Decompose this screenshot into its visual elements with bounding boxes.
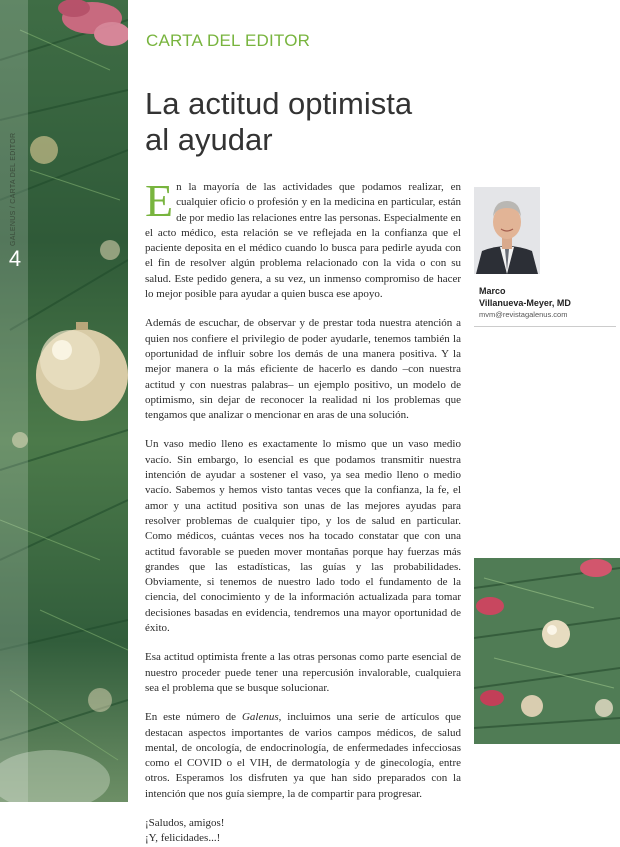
closing: [145, 816, 461, 847]
side-decorative-photo: [0, 0, 128, 802]
article-title: [145, 86, 475, 158]
decorative-tree-photo: [474, 558, 620, 744]
paragraph-3: Un vaso medio lleno es exactamente lo mismo que un vaso medio vacío. Sin embargo, lo esencial es que podamos transmitir nuestra intención de ayudar a sostener el vaso, ya sea medio lleno o medio vacío. Sabemos y hemos visto tantas veces que la confianza, la fe, el amor y una actitud positiva son unas de las mejores ayudas para resolver problemas de cualquier tipo, y los de salud en particular. Como médicos, cuántas veces nos ha tocado constatar que con una actitud favorable se pueden mover montañas porque hay fuerzas más grandes que las estadísticas, las guías y las probabilidades. Obviamente, si tenemos de nuestro lado todo el fundamento de la ciencia, del conocimiento y de la información actualizada para tomar decisiones basadas en evidencia, tendremos una mayor oportunidad de éxito.: [145, 438, 461, 635]
closing-line-2: ¡Y, felicidades...!: [145, 832, 221, 845]
author-email[interactable]: mvm@revistagalenus.com: [479, 310, 568, 319]
paragraph-4: Esa actitud optimista frente a las otras personas como parte esencial de nuestro proceder puede tener una repercusión invalorable, cualquiera sea el problema que se busque solucionar.: [145, 651, 461, 694]
closing-line-1: ¡Saludos, amigos!: [145, 816, 225, 829]
christmas-decoration-illustration: [474, 558, 620, 744]
section-label: CARTA DEL EDITOR: [146, 31, 311, 50]
magazine-name: Galenus: [241, 711, 279, 724]
paragraph-1: [145, 175, 461, 302]
article-body: [145, 175, 461, 847]
gold-ornament: [36, 322, 128, 421]
author-portrait-illustration: [474, 187, 540, 274]
paragraph-5: [145, 710, 461, 802]
page-number: 4: [8, 246, 22, 271]
paragraph-5-start: En este número de: [145, 711, 242, 724]
paragraph-1-text: n la mayoría de las actividades que podamos realizar, en cualquier oficio o profesión y en la medicina en particular, están de por medio las relaciones entre las personas. Especialmente en el acto médico, esta relación se ve reflejada en la confianza que el paciente deposita en el médico cuando lo busca para pedirle ayuda con el fin de resolver algún problema relacionado con la vida o con su salud. Este pedido genera, a su vez, un inmenso compromiso de hacer lo mejor posible para ayudar a quien busca ese apoyo.: [145, 181, 461, 301]
author-divider: [474, 326, 616, 327]
title-line-2: al ayudar: [145, 122, 273, 157]
author-last-name: Villanueva-Meyer, MD: [479, 298, 571, 308]
title-line-1: La actitud optimista: [145, 86, 413, 121]
side-stripe: [0, 0, 28, 802]
paragraph-2: Además de escuchar, de observar y de prestar toda nuestra atención a quien nos confiere el privilegio de poder ayudarle, tenemos también la oportunidad de influir sobre los demás de una manera positiva. Y la mejor manera o la más eficiente de hacerlo es dando –con nuestra actitud y con nuestras palabras– un ejemplo positivo, un modelo de optimismo, sin dejar de reconocer la realidad ni los problemas que tengamos que analizar o mencionar en aras de una solución.: [145, 317, 461, 422]
author-portrait: [474, 187, 540, 274]
running-head-text: GALENUS / CARTA DEL EDITOR: [10, 132, 17, 246]
author-first-name: Marco: [479, 286, 506, 296]
running-head: [0, 132, 30, 250]
drop-cap: E: [145, 175, 174, 226]
author-name: [479, 285, 609, 309]
paragraph-5-end: , incluimos una serie de artículos que destacan aspectos importantes de varios campos médicos, de salud mental, de oncología, de endocrinología, de enfermedades infecciosas como el COVID o el VIH, de dermatología y de ginecología, entre otros. Esperamos los disfruten ya que han sido preparados con la intención que nos guía siempre, la de compartir para progresar.: [145, 711, 461, 800]
